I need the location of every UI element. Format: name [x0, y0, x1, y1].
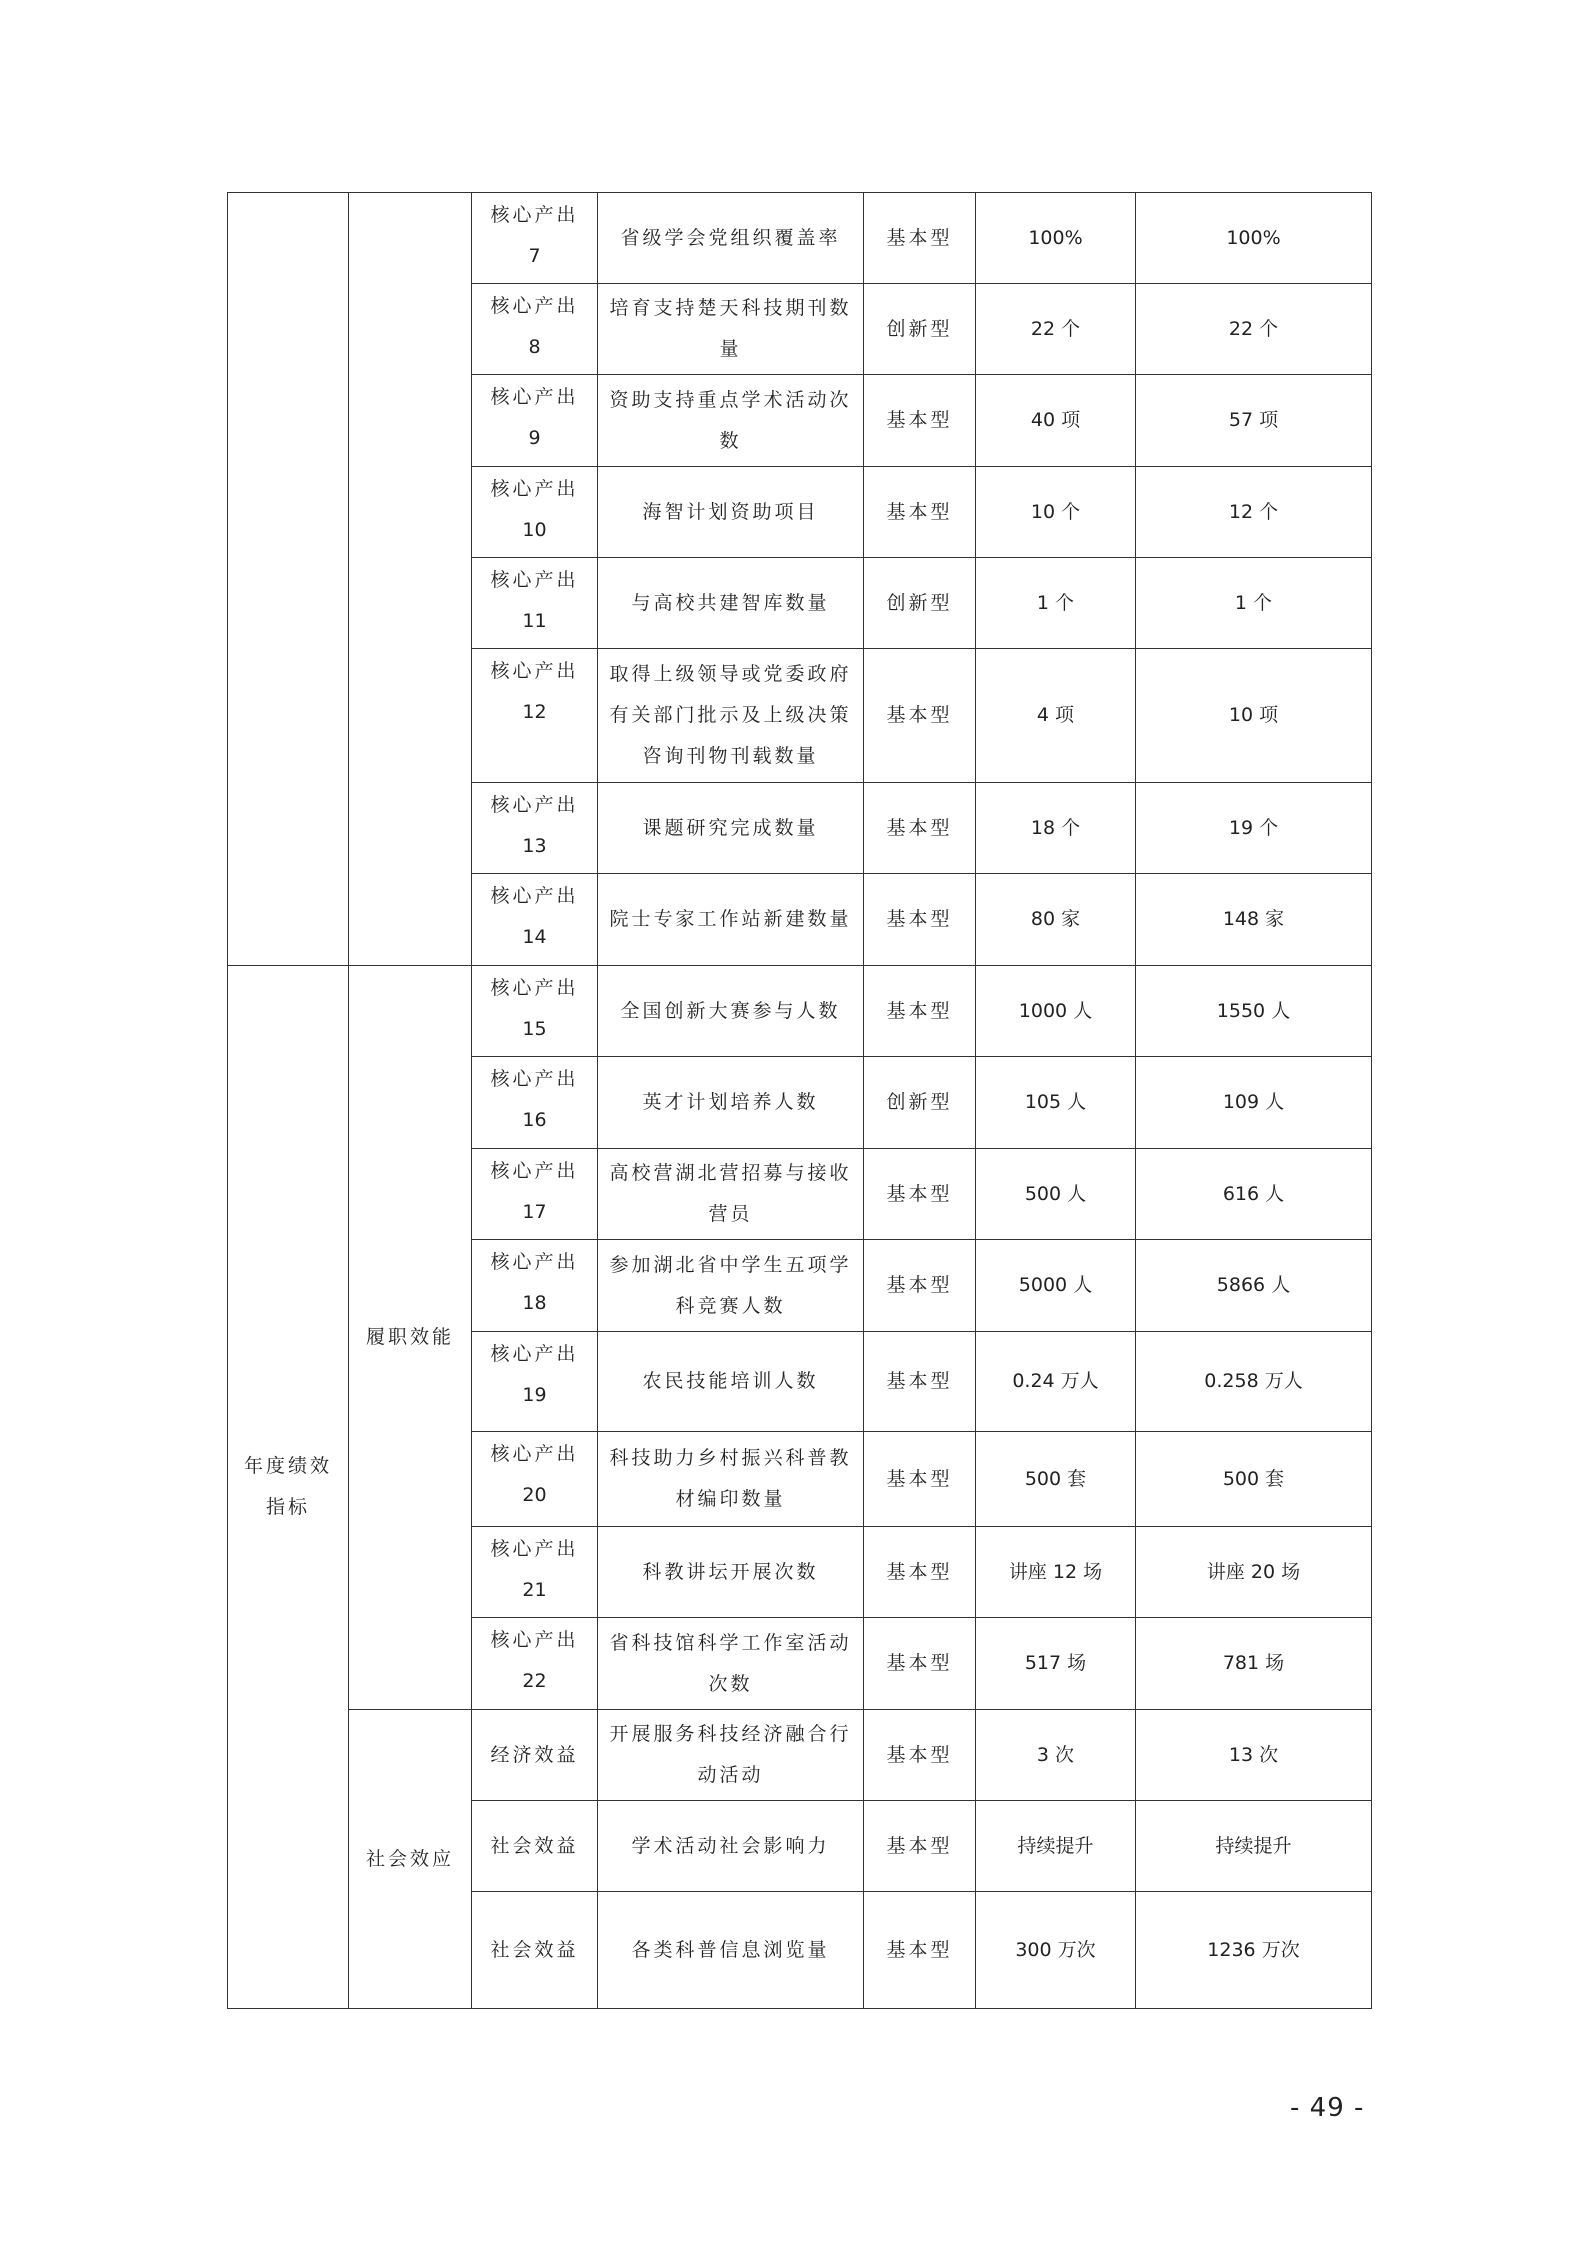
- indicator-cell: 学术活动社会影响力: [598, 1801, 864, 1892]
- type-cell: 基本型: [864, 1710, 976, 1801]
- category-cell: [472, 375, 598, 467]
- category-cell: [472, 966, 598, 1057]
- category-cell: [472, 1432, 598, 1527]
- actual-value-cell: 1236 万次: [1136, 1892, 1372, 2009]
- category-cell: [472, 558, 598, 649]
- type-cell: 基本型: [864, 193, 976, 284]
- type-cell: 创新型: [864, 1057, 976, 1149]
- target-value-cell: 500 套: [976, 1432, 1136, 1527]
- target-value-cell: 18 个: [976, 783, 1136, 874]
- type-cell: 基本型: [864, 375, 976, 467]
- category-number: 17: [522, 1201, 547, 1223]
- category-label: 核心产出: [490, 885, 579, 907]
- table-row: [228, 193, 1372, 284]
- actual-value-cell: 5866 人: [1136, 1240, 1372, 1332]
- target-value-cell: 0.24 万人: [976, 1332, 1136, 1432]
- category-label: 核心产出: [490, 1629, 579, 1651]
- category-label: 核心产出: [490, 660, 579, 682]
- category-cell: [472, 1618, 598, 1710]
- category-cell: [472, 467, 598, 558]
- category-cell: [472, 783, 598, 874]
- target-value-cell: 22 个: [976, 284, 1136, 375]
- type-cell: 创新型: [864, 284, 976, 375]
- actual-value-cell: 1 个: [1136, 558, 1372, 649]
- category-label: 核心产出: [490, 1538, 579, 1560]
- table-row: [228, 966, 1372, 1057]
- category-label: 核心产出: [490, 1160, 579, 1182]
- target-value-cell: 持续提升: [976, 1801, 1136, 1892]
- actual-value-cell: 500 套: [1136, 1432, 1372, 1527]
- category-cell: [472, 1149, 598, 1240]
- indicator-cell: 农民技能培训人数: [598, 1332, 864, 1432]
- category-number: 11: [522, 610, 547, 632]
- indicator-cell: 全国创新大赛参与人数: [598, 966, 864, 1057]
- category-label: 核心产出: [490, 1251, 579, 1273]
- category-label: 核心产出: [490, 569, 579, 591]
- category-number: 8: [528, 336, 541, 358]
- indicator-cell: 各类科普信息浏览量: [598, 1892, 864, 2009]
- indicator-cell: 省科技馆科学工作室活动次数: [598, 1618, 864, 1710]
- category-number: 22: [522, 1670, 547, 1692]
- category-number: 21: [522, 1579, 547, 1601]
- subgroup-cell-performance: 履职效能: [349, 966, 472, 1710]
- category-number: 19: [522, 1384, 547, 1406]
- actual-value-cell: 1550 人: [1136, 966, 1372, 1057]
- indicator-cell: 省级学会党组织覆盖率: [598, 193, 864, 284]
- type-cell: 基本型: [864, 783, 976, 874]
- target-value-cell: 10 个: [976, 467, 1136, 558]
- actual-value-cell: 0.258 万人: [1136, 1332, 1372, 1432]
- actual-value-cell: 781 场: [1136, 1618, 1372, 1710]
- category-cell: [472, 193, 598, 284]
- category-number: 7: [528, 245, 541, 267]
- actual-value-cell: 100%: [1136, 193, 1372, 284]
- target-value-cell: 105 人: [976, 1057, 1136, 1149]
- indicator-cell: 科技助力乡村振兴科普教材编印数量: [598, 1432, 864, 1527]
- subgroup-cell-social: 社会效应: [349, 1710, 472, 2009]
- actual-value-cell: 讲座 20 场: [1136, 1527, 1372, 1618]
- target-value-cell: 讲座 12 场: [976, 1527, 1136, 1618]
- category-cell: 社会效益: [472, 1801, 598, 1892]
- type-cell: 创新型: [864, 558, 976, 649]
- actual-value-cell: 109 人: [1136, 1057, 1372, 1149]
- category-number: 14: [522, 926, 547, 948]
- indicator-cell: 开展服务科技经济融合行动活动: [598, 1710, 864, 1801]
- type-cell: 基本型: [864, 1801, 976, 1892]
- type-cell: 基本型: [864, 1527, 976, 1618]
- indicator-cell: 取得上级领导或党委政府有关部门批示及上级决策咨询刊物刊载数量: [598, 649, 864, 783]
- group-cell-top: [228, 193, 349, 966]
- category-cell: [472, 1057, 598, 1149]
- actual-value-cell: 57 项: [1136, 375, 1372, 467]
- indicator-cell: 海智计划资助项目: [598, 467, 864, 558]
- actual-value-cell: 148 家: [1136, 874, 1372, 966]
- category-label: 核心产出: [490, 794, 579, 816]
- category-cell: [472, 1240, 598, 1332]
- category-cell: [472, 649, 598, 783]
- target-value-cell: 4 项: [976, 649, 1136, 783]
- category-number: 9: [528, 427, 541, 449]
- type-cell: 基本型: [864, 467, 976, 558]
- indicator-cell: 院士专家工作站新建数量: [598, 874, 864, 966]
- target-value-cell: 500 人: [976, 1149, 1136, 1240]
- group-cell-annual: 年度绩效指标: [228, 966, 349, 2009]
- target-value-cell: 517 场: [976, 1618, 1136, 1710]
- target-value-cell: 1 个: [976, 558, 1136, 649]
- indicator-cell: 高校营湖北营招募与接收营员: [598, 1149, 864, 1240]
- category-label: 核心产出: [490, 1443, 579, 1465]
- actual-value-cell: 22 个: [1136, 284, 1372, 375]
- category-number: 20: [522, 1484, 547, 1506]
- actual-value-cell: 持续提升: [1136, 1801, 1372, 1892]
- target-value-cell: 5000 人: [976, 1240, 1136, 1332]
- table-row: [228, 1710, 1372, 1801]
- type-cell: 基本型: [864, 1332, 976, 1432]
- indicator-cell: 与高校共建智库数量: [598, 558, 864, 649]
- target-value-cell: 3 次: [976, 1710, 1136, 1801]
- type-cell: 基本型: [864, 649, 976, 783]
- type-cell: 基本型: [864, 1240, 976, 1332]
- type-cell: 基本型: [864, 1892, 976, 2009]
- type-cell: 基本型: [864, 1618, 976, 1710]
- actual-value-cell: 12 个: [1136, 467, 1372, 558]
- indicator-cell: 英才计划培养人数: [598, 1057, 864, 1149]
- type-cell: 基本型: [864, 1149, 976, 1240]
- category-cell: [472, 874, 598, 966]
- actual-value-cell: 13 次: [1136, 1710, 1372, 1801]
- category-number: 10: [522, 519, 547, 541]
- category-label: 核心产出: [490, 1343, 579, 1365]
- page-number: - 49 -: [1290, 2093, 1365, 2123]
- category-label: 核心产出: [490, 977, 579, 999]
- indicator-cell: 课题研究完成数量: [598, 783, 864, 874]
- actual-value-cell: 616 人: [1136, 1149, 1372, 1240]
- performance-indicator-table: [227, 192, 1372, 2009]
- target-value-cell: 300 万次: [976, 1892, 1136, 2009]
- target-value-cell: 100%: [976, 193, 1136, 284]
- category-number: 13: [522, 835, 547, 857]
- indicator-cell: 培育支持楚天科技期刊数量: [598, 284, 864, 375]
- category-label: 核心产出: [490, 1068, 579, 1090]
- subgroup-cell-top: [349, 193, 472, 966]
- category-number: 12: [522, 701, 547, 723]
- actual-value-cell: 10 项: [1136, 649, 1372, 783]
- actual-value-cell: 19 个: [1136, 783, 1372, 874]
- category-number: 16: [522, 1109, 547, 1131]
- indicator-cell: 资助支持重点学术活动次数: [598, 375, 864, 467]
- category-number: 18: [522, 1292, 547, 1314]
- type-cell: 基本型: [864, 966, 976, 1057]
- category-cell: [472, 1332, 598, 1432]
- type-cell: 基本型: [864, 1432, 976, 1527]
- category-number: 15: [522, 1018, 547, 1040]
- category-cell: [472, 284, 598, 375]
- target-value-cell: 80 家: [976, 874, 1136, 966]
- indicator-cell: 科教讲坛开展次数: [598, 1527, 864, 1618]
- category-cell: [472, 1527, 598, 1618]
- category-label: 核心产出: [490, 295, 579, 317]
- target-value-cell: 40 项: [976, 375, 1136, 467]
- category-label: 核心产出: [490, 204, 579, 226]
- indicator-cell: 参加湖北省中学生五项学科竞赛人数: [598, 1240, 864, 1332]
- category-label: 核心产出: [490, 386, 579, 408]
- type-cell: 基本型: [864, 874, 976, 966]
- category-label: 核心产出: [490, 478, 579, 500]
- target-value-cell: 1000 人: [976, 966, 1136, 1057]
- category-cell: 经济效益: [472, 1710, 598, 1801]
- category-cell: 社会效益: [472, 1892, 598, 2009]
